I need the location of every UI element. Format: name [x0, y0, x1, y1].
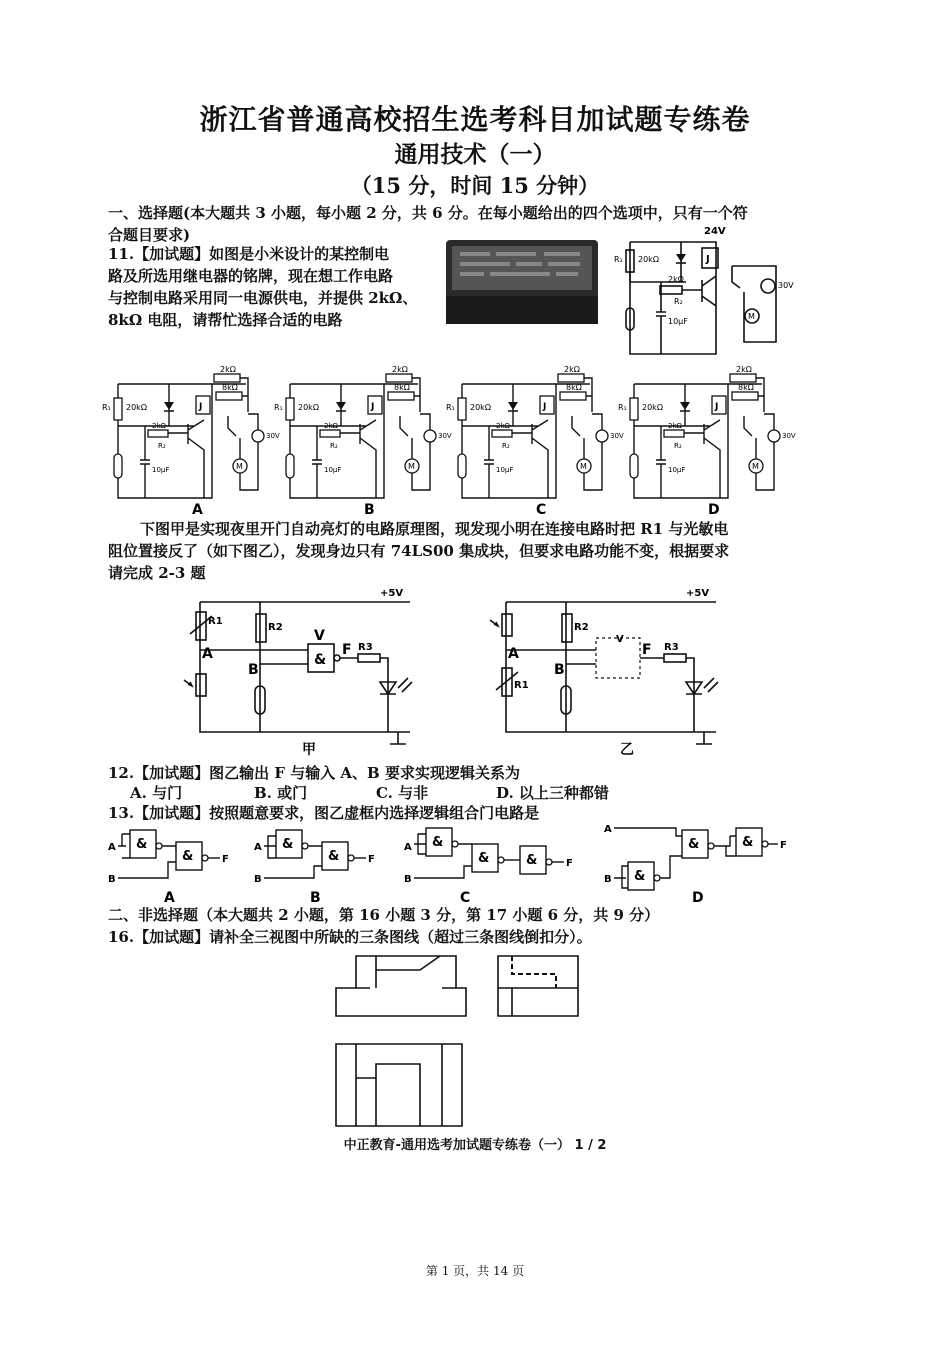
series-footer: 中正教育-通用选考加试题专练卷（一） 1 / 2 [343, 1138, 607, 1153]
svg-text:A: A [404, 842, 412, 853]
relay-nameplate-photo [446, 240, 598, 324]
svg-text:R3: R3 [664, 642, 679, 653]
q12-option-b[interactable]: B. 或门 [254, 784, 308, 802]
svg-text:B: B [554, 662, 565, 678]
option-letter: A [192, 502, 203, 518]
option-r-mid: 8kΩ [566, 383, 582, 392]
svg-text:+5V: +5V [380, 588, 404, 599]
q12-option-d[interactable]: D. 以上三种都错 [496, 784, 609, 802]
svg-text:F: F [566, 858, 573, 869]
q13-stem: 13.【加试题】按照题意要求，图乙虚框内选择逻辑组合门电路是 [108, 804, 540, 822]
svg-text:10μF: 10μF [668, 466, 686, 474]
q11-reference-circuit [616, 222, 806, 362]
svg-text:30V: 30V [266, 432, 280, 440]
figure-yi-circuit [484, 584, 724, 756]
q13-option-a[interactable] [108, 830, 229, 906]
svg-text:甲: 甲 [302, 742, 316, 758]
option-letter: C [536, 502, 547, 518]
svg-text:J: J [706, 254, 710, 265]
svg-text:M: M [752, 462, 759, 471]
svg-text:R₂: R₂ [502, 442, 510, 450]
svg-text:30V: 30V [438, 432, 452, 440]
svg-text:&: & [526, 853, 538, 868]
q12-option-a[interactable]: A. 与门 [130, 784, 183, 802]
svg-text:M: M [748, 312, 755, 321]
svg-text:J: J [199, 402, 203, 412]
q12-stem: 12.【加试题】图乙输出 F 与输入 A、B 要求实现逻辑关系为 [108, 764, 520, 782]
svg-text:20kΩ: 20kΩ [642, 403, 663, 412]
svg-text:2kΩ: 2kΩ [324, 422, 338, 430]
option-r-top: 2kΩ [564, 365, 580, 374]
svg-text:2kΩ: 2kΩ [668, 422, 682, 430]
q11-option-circuit-d[interactable] [618, 365, 796, 518]
svg-text:R2: R2 [268, 622, 283, 633]
svg-text:30V: 30V [782, 432, 796, 440]
svg-text:30V: 30V [778, 281, 794, 290]
svg-text:&: & [742, 835, 754, 850]
svg-text:R₂: R₂ [330, 442, 338, 450]
svg-text:2kΩ: 2kΩ [496, 422, 510, 430]
svg-text:F: F [222, 854, 229, 865]
q11-option-circuit-a[interactable] [102, 365, 280, 518]
svg-text:R1: R1 [208, 616, 223, 627]
svg-text:A: A [254, 842, 262, 853]
svg-text:M: M [236, 462, 243, 471]
svg-text:F: F [642, 642, 652, 658]
option-r-top: 2kΩ [220, 365, 236, 374]
q16-stem: 16.【加试题】请补全三视图中所缺的三条图线（超过三条图线倒扣分）。 [108, 928, 592, 946]
supply-24v: 24V [704, 226, 726, 237]
svg-text:B: B [404, 874, 412, 885]
svg-text:2kΩ: 2kΩ [668, 275, 684, 284]
section1-heading: 一、选择题(本大题共 3 小题，每小题 2 分，共 6 分。在每小题给出的四个选项中，只有一个符 合题目要求) [108, 204, 748, 244]
option-letter: D [708, 502, 720, 518]
svg-text:C: C [460, 890, 471, 906]
svg-text:V: V [616, 634, 624, 645]
svg-text:F: F [368, 854, 375, 865]
option-letter: B [364, 502, 375, 518]
svg-text:R₂: R₂ [674, 297, 683, 306]
svg-text:M: M [580, 462, 587, 471]
q11-option-circuit-c[interactable] [446, 365, 624, 518]
paper-title: 浙江省普通高校招生选考科目加试题专练卷 [199, 103, 751, 136]
svg-text:D: D [692, 890, 704, 906]
svg-text:R₁: R₁ [614, 255, 623, 264]
svg-text:F: F [342, 642, 352, 658]
svg-text:R2: R2 [574, 622, 589, 633]
option-r-top: 2kΩ [736, 365, 752, 374]
svg-text:F: F [780, 840, 787, 851]
svg-text:10μF: 10μF [324, 466, 342, 474]
svg-text:20kΩ: 20kΩ [470, 403, 491, 412]
option-r-top: 2kΩ [392, 365, 408, 374]
svg-text:B: B [108, 874, 116, 885]
svg-text:M: M [408, 462, 415, 471]
svg-text:&: & [314, 652, 327, 668]
svg-text:B: B [254, 874, 262, 885]
paper-score-time: （15 分，时间 15 分钟） [350, 173, 600, 198]
svg-text:R₁: R₁ [274, 403, 283, 412]
svg-text:20kΩ: 20kΩ [126, 403, 147, 412]
svg-text:+5V: +5V [686, 588, 710, 599]
svg-text:20kΩ: 20kΩ [638, 255, 659, 264]
svg-text:R₁: R₁ [446, 403, 455, 412]
q13-gate-options [104, 822, 804, 908]
svg-text:乙: 乙 [620, 742, 634, 758]
svg-text:R1: R1 [514, 680, 529, 691]
svg-text:20kΩ: 20kΩ [298, 403, 319, 412]
svg-text:A: A [164, 890, 175, 906]
q12-13-intro: 下图甲是实现夜里开门自动亮灯的电路原理图，现发现小明在连接电路时把 R1 与光敏电 阻位置接反了（如下图乙），发现身边只有 74LS00 集成块，但要求电路功能不变，根据要求 请完成 2-3 题 [108, 520, 730, 582]
svg-text:R₁: R₁ [102, 403, 111, 412]
paper-subject: 通用技术（一） [394, 141, 556, 168]
svg-text:V: V [314, 628, 325, 644]
svg-text:&: & [688, 837, 700, 852]
svg-text:2kΩ: 2kΩ [152, 422, 166, 430]
svg-text:&: & [182, 849, 194, 864]
svg-text:R₂: R₂ [674, 442, 682, 450]
svg-text:B: B [310, 890, 321, 906]
q12-option-c[interactable]: C. 与非 [376, 784, 429, 802]
svg-text:&: & [328, 849, 340, 864]
svg-text:&: & [282, 837, 294, 852]
q11-option-circuit-b[interactable] [274, 365, 452, 518]
svg-text:A: A [108, 842, 116, 853]
svg-text:&: & [478, 851, 490, 866]
q11-option-circuits [102, 362, 808, 518]
svg-text:J: J [715, 402, 719, 412]
q13-option-b[interactable] [254, 830, 375, 906]
svg-text:R3: R3 [358, 642, 373, 653]
q13-option-c[interactable] [404, 828, 573, 906]
figure-jia-circuit [178, 584, 418, 756]
svg-text:B: B [248, 662, 259, 678]
svg-text:&: & [634, 869, 646, 884]
svg-text:R₁: R₁ [618, 403, 627, 412]
svg-text:J: J [543, 402, 547, 412]
svg-text:&: & [136, 837, 148, 852]
q13-option-d[interactable] [604, 824, 787, 906]
svg-text:A: A [508, 646, 519, 662]
svg-text:J: J [371, 402, 375, 412]
option-r-mid: 8kΩ [738, 383, 754, 392]
svg-text:A: A [202, 646, 213, 662]
svg-text:&: & [432, 835, 444, 850]
svg-text:R₂: R₂ [158, 442, 166, 450]
svg-text:10μF: 10μF [152, 466, 170, 474]
three-view-drawing [330, 950, 590, 1140]
svg-text:A: A [604, 824, 612, 835]
svg-text:B: B [604, 874, 612, 885]
section2-heading: 二、非选择题（本大题共 2 小题，第 16 小题 3 分，第 17 小题 6 分，共 9 分） [108, 906, 660, 924]
option-r-mid: 8kΩ [222, 383, 238, 392]
option-r-mid: 8kΩ [394, 383, 410, 392]
page-number: 第 1 页，共 14 页 [425, 1264, 525, 1278]
svg-text:30V: 30V [610, 432, 624, 440]
q11-stem: 11.【加试题】如图是小米设计的某控制电 路及所选用继电器的铭牌，现在想工作电路 与控制电路采用同一电源供电，并提供 2kΩ、 8kΩ 电阻，请帮忙选择合适的电路 [108, 245, 418, 329]
svg-text:10μF: 10μF [668, 317, 688, 326]
svg-text:10μF: 10μF [496, 466, 514, 474]
